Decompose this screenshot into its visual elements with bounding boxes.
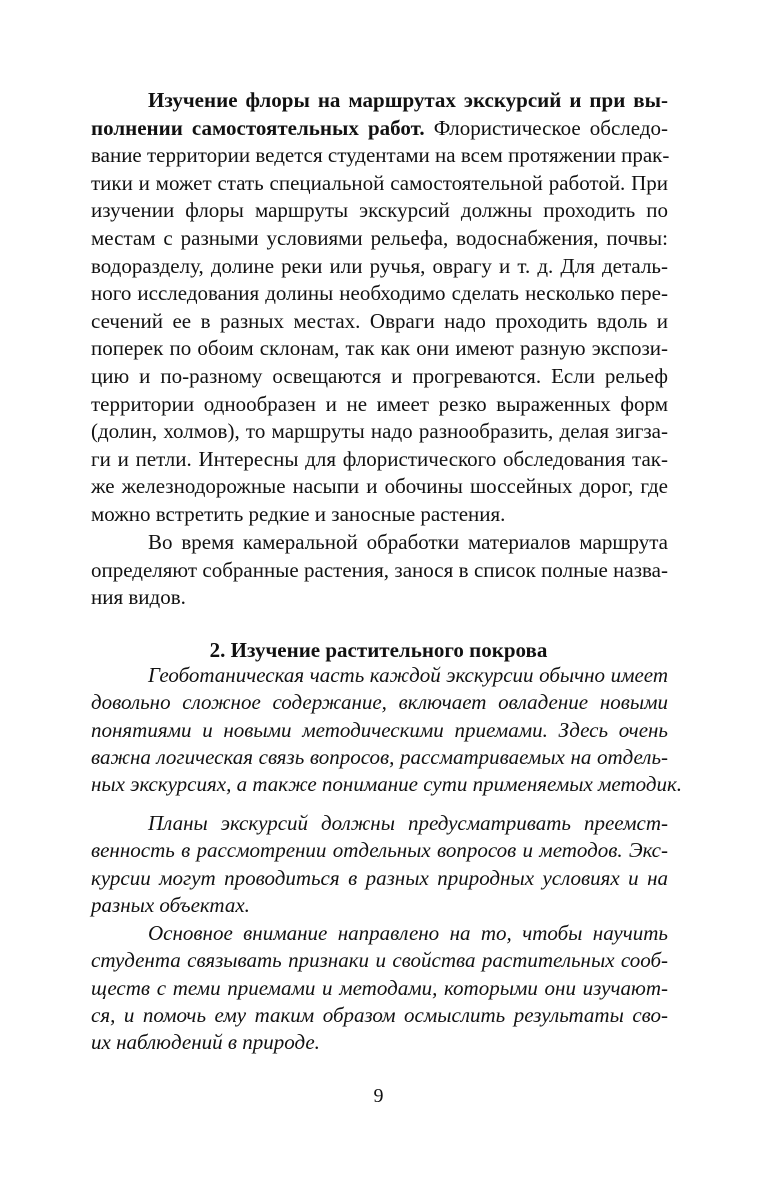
text-line bbox=[148, 87, 668, 113]
line-text: венность в рассмотрении отдельных вопросов и методов. Экс- bbox=[91, 838, 668, 863]
text-line bbox=[91, 947, 668, 973]
line-text: территории однообразен и не имеет резко выраженных форм bbox=[91, 391, 668, 416]
text-line bbox=[91, 142, 668, 168]
line-text: ного исследования долины необходимо сделать несколько пере- bbox=[91, 281, 668, 306]
line-text: Планы экскурсий должны предусматривать преемст- bbox=[148, 811, 668, 835]
line-text: ных экскурсиях, а также понимание сути применяемых методик. bbox=[91, 772, 683, 797]
section-heading: 2. Изучение растительного покрова bbox=[209, 638, 548, 662]
line-text: важна логическая связь вопросов, рассматриваемых на отдель- bbox=[91, 744, 668, 769]
text-line bbox=[91, 771, 683, 797]
text-line bbox=[91, 446, 668, 472]
text-line bbox=[91, 253, 668, 279]
text-line bbox=[91, 865, 668, 891]
text-line bbox=[91, 744, 668, 770]
line-text: местам с разными условиями рельефа, водоснабжения, почвы: bbox=[91, 226, 668, 250]
text-line bbox=[91, 280, 668, 306]
line-text: же железнодорожные насыпи и обочины шоссейных дорог, где bbox=[91, 474, 668, 499]
text-line bbox=[91, 170, 668, 196]
line-text: изучении флоры маршруты экскурсий должны проходить по bbox=[91, 198, 668, 223]
line-text: разных объектах. bbox=[91, 892, 250, 917]
line-text: (долин, холмов), то маршруты надо разнообразить, делая зигза- bbox=[91, 419, 668, 444]
line-text: вание территории ведется студентами на всем протяжении прак- bbox=[91, 143, 670, 168]
line-text: ся, и помочь ему таким образом осмыслить результаты сво- bbox=[91, 1002, 668, 1027]
text-line bbox=[148, 529, 668, 555]
text-line bbox=[91, 225, 668, 251]
text-line bbox=[91, 308, 668, 334]
text-line bbox=[91, 1002, 668, 1028]
text-line bbox=[91, 391, 668, 417]
line-text: Во время камеральной обработки материалов маршрута bbox=[148, 530, 668, 554]
text-line bbox=[91, 689, 668, 715]
text-line bbox=[148, 662, 668, 688]
line-text: Геоботаническая часть каждой экскурсии обычно имеет bbox=[148, 663, 668, 687]
bold-run-in-heading: Изучение флоры на маршрутах экскурсий и при вы- bbox=[148, 88, 668, 112]
text-line bbox=[91, 197, 668, 223]
text-line bbox=[148, 810, 668, 836]
line-text: Флористическое обследо- bbox=[433, 115, 668, 140]
line-text: понятиями и новыми методическими приемами. Здесь очень bbox=[91, 717, 668, 742]
text-line bbox=[91, 363, 668, 389]
line-text: тики и может стать специальной самостоятельной работой. При bbox=[91, 170, 668, 195]
line-text: Основное внимание направлено на то, чтобы научить bbox=[148, 921, 668, 945]
text-line bbox=[91, 837, 668, 863]
line-text: курсии могут проводиться в разных природных условиях и на bbox=[91, 865, 668, 890]
line-text: поперек по обоим склонам, так как они имеют разную экспози- bbox=[91, 336, 668, 361]
text-line bbox=[91, 717, 668, 743]
line-text: их наблюдений в природе. bbox=[91, 1030, 320, 1055]
text-line bbox=[91, 557, 668, 583]
text-line bbox=[91, 1029, 668, 1055]
text-line bbox=[91, 335, 668, 361]
line-text: ги и петли. Интересны для флористического обследования так- bbox=[91, 446, 668, 471]
line-text: сечений ее в разных местах. Овраги надо проходить вдоль и bbox=[91, 308, 668, 333]
text-line bbox=[91, 115, 668, 141]
line-text: можно встретить редкие и заносные растения. bbox=[91, 502, 506, 526]
text-line bbox=[91, 501, 668, 527]
line-text: студента связывать признаки и свойства растительных сооб- bbox=[91, 948, 668, 973]
bold-run-in-heading: полнении самостоятельных работ. bbox=[91, 115, 434, 140]
line-text: цию и по-разному освещаются и прогреваются. Если рельеф bbox=[91, 364, 668, 388]
line-text: довольно сложное содержание, включает овладение новыми bbox=[91, 690, 668, 715]
line-text: водоразделу, долине реки или ручья, оврагу и т. д. Для деталь- bbox=[91, 253, 668, 278]
text-line bbox=[91, 418, 668, 444]
line-text: ния видов. bbox=[91, 585, 186, 609]
text-line bbox=[91, 584, 668, 610]
text-line bbox=[91, 975, 668, 1001]
text-line bbox=[91, 892, 668, 918]
text-line bbox=[91, 473, 668, 499]
page-number: 9 bbox=[373, 1085, 384, 1107]
line-text: ществ с теми приемами и методами, которыми они изучают- bbox=[91, 975, 668, 1000]
text-line bbox=[148, 920, 668, 946]
line-text: определяют собранные растения, занося в список полные назва- bbox=[91, 557, 668, 582]
